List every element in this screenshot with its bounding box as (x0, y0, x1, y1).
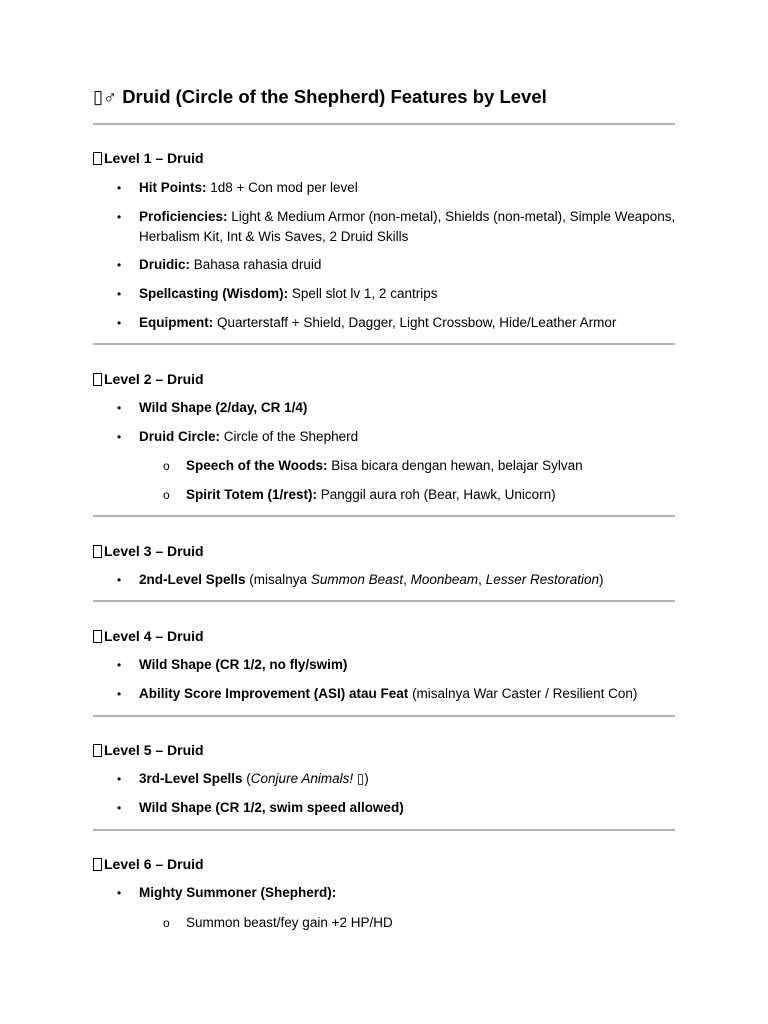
bullet-icon: • (117, 258, 122, 272)
bullet-icon: • (117, 886, 122, 900)
checkbox-icon (93, 630, 102, 643)
list-item: • Wild Shape (2/day, CR 1/4) (139, 398, 679, 418)
bullet-icon: • (117, 401, 122, 415)
list-item: • Mighty Summoner (Shepherd): (139, 883, 679, 903)
level-2-heading: Level 2 – Druid (93, 371, 204, 387)
list-item: • Ability Score Improvement (ASI) atau Feat (misalnya War Caster / Resilient Con) (139, 684, 679, 704)
divider (93, 123, 675, 125)
circle-bullet-icon: o (163, 488, 170, 502)
divider (93, 600, 675, 602)
level-4-heading: Level 4 – Druid (93, 628, 204, 644)
bullet-icon: • (117, 687, 122, 701)
level-5-heading: Level 5 – Druid (93, 742, 204, 758)
list-item: • Hit Points: 1d8 + Con mod per level (139, 178, 679, 198)
checkbox-icon (93, 152, 102, 165)
level-3-heading: Level 3 – Druid (93, 543, 204, 559)
bullet-icon: • (117, 210, 122, 224)
list-item: • Spellcasting (Wisdom): Spell slot lv 1, 2 cantrips (139, 284, 679, 304)
list-item: • Equipment: Quarterstaff + Shield, Dagger, Light Crossbow, Hide/Leather Armor (139, 313, 679, 333)
list-item: • Wild Shape (CR 1/2, no fly/swim) (139, 655, 679, 675)
bullet-icon: • (117, 772, 122, 786)
circle-bullet-icon: o (163, 459, 170, 473)
level-1-heading: Level 1 – Druid (93, 150, 204, 166)
bullet-icon: • (117, 573, 122, 587)
bullet-icon: • (117, 658, 122, 672)
list-item: • Druid Circle: Circle of the Shepherd (139, 427, 679, 447)
bullet-icon: • (117, 430, 122, 444)
bullet-icon: • (117, 181, 122, 195)
divider (93, 343, 675, 345)
list-item: • Druidic: Bahasa rahasia druid (139, 255, 679, 275)
circle-bullet-icon: o (163, 916, 170, 930)
bullet-icon: • (117, 287, 122, 301)
list-item: • 2nd-Level Spells (misalnya Summon Beast, Moonbeam, Lesser Restoration) (139, 570, 679, 590)
divider (93, 829, 675, 831)
list-item: • 3rd-Level Spells (Conjure Animals! ▯) (139, 769, 679, 789)
divider (93, 515, 675, 517)
checkbox-icon (93, 545, 102, 558)
list-item: • Wild Shape (CR 1/2, swim speed allowed) (139, 798, 679, 818)
checkbox-icon (93, 373, 102, 386)
checkbox-icon (93, 744, 102, 757)
sub-list-item: o Speech of the Woods: Bisa bicara dengan hewan, belajar Sylvan (186, 456, 676, 476)
sub-list-item: o Spirit Totem (1/rest): Panggil aura roh (Bear, Hawk, Unicorn) (186, 485, 676, 505)
divider (93, 715, 675, 717)
list-item: • Proficiencies: Light & Medium Armor (non-metal), Shields (non-metal), Simple Weapons, Herbalism Kit, Int & Wis Saves, 2 Druid Skills (117, 209, 676, 244)
bullet-icon: • (117, 316, 122, 330)
checkbox-icon (93, 858, 102, 871)
page-title: ▯♂ Druid (Circle of the Shepherd) Features by Level (93, 86, 547, 107)
level-6-heading: Level 6 – Druid (93, 856, 204, 872)
sub-list-item: o Summon beast/fey gain +2 HP/HD (186, 913, 676, 933)
bullet-icon: • (117, 801, 122, 815)
